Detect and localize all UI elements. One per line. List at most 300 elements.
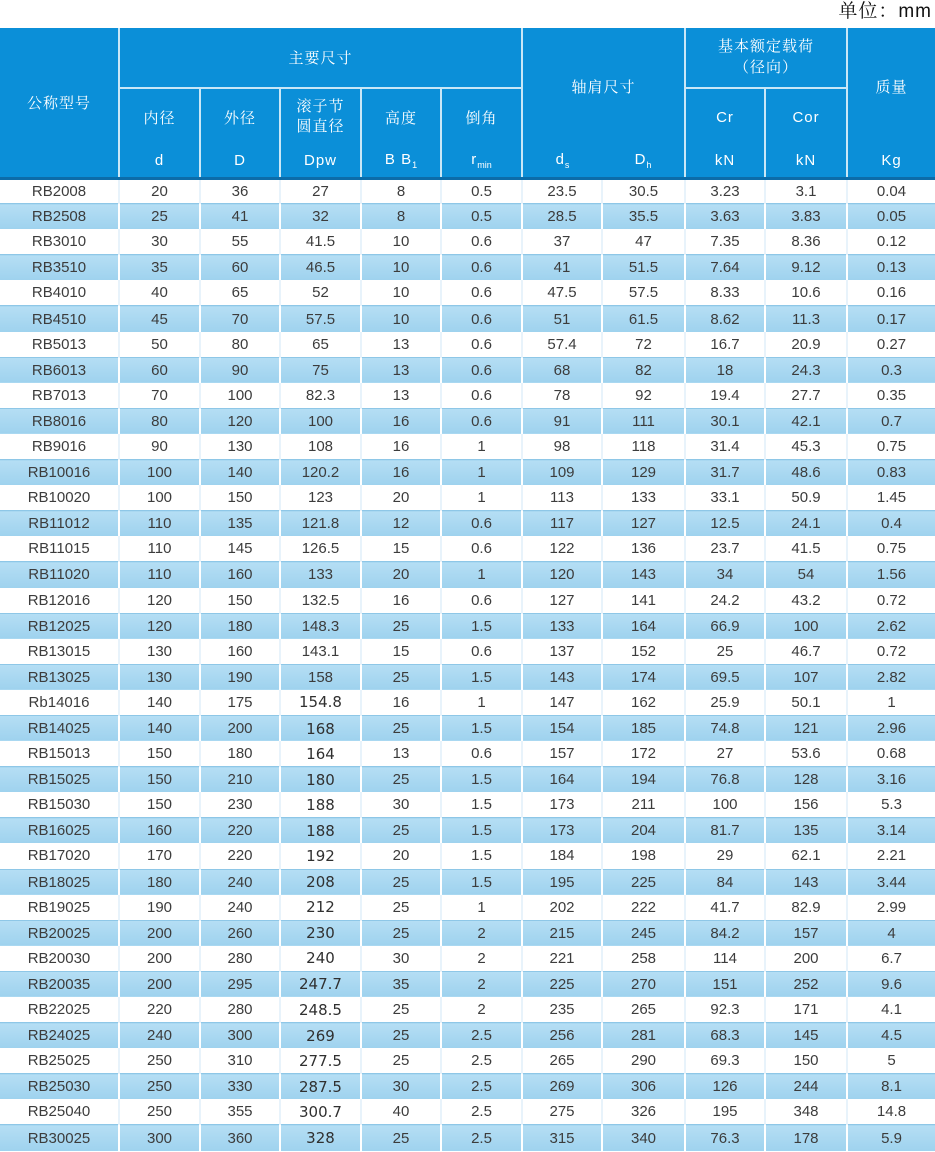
- value-cell: 148.3: [280, 613, 361, 639]
- value-cell: 126: [685, 1074, 765, 1100]
- header-cor: Cor: [765, 88, 847, 145]
- value-cell: 41.5: [765, 536, 847, 562]
- value-cell: 240: [200, 869, 280, 895]
- value-cell: 127: [522, 588, 602, 614]
- value-cell: 300.7: [280, 1099, 361, 1125]
- value-cell: 48.6: [765, 460, 847, 486]
- model-cell: RB15025: [0, 767, 119, 793]
- value-cell: 135: [765, 818, 847, 844]
- value-cell: 100: [280, 408, 361, 434]
- value-cell: 0.17: [847, 306, 935, 332]
- value-cell: 16: [361, 408, 441, 434]
- table-row: [0, 613, 935, 639]
- header-outer-diameter: 外径: [200, 88, 280, 145]
- value-cell: 52: [280, 280, 361, 306]
- value-cell: 194: [602, 767, 685, 793]
- header-height: 高度: [361, 88, 441, 145]
- value-cell: 68.3: [685, 1023, 765, 1049]
- value-cell: 0.75: [847, 536, 935, 562]
- value-cell: 45: [119, 306, 200, 332]
- value-cell: 1.5: [441, 792, 522, 818]
- value-cell: 151: [685, 971, 765, 997]
- value-cell: 147: [522, 690, 602, 716]
- header-rated-load-line1: 基本额定载荷: [718, 38, 815, 56]
- value-cell: 129: [602, 460, 685, 486]
- value-cell: 240: [280, 946, 361, 972]
- table-row: [0, 946, 935, 972]
- value-cell: 348: [765, 1099, 847, 1125]
- value-cell: 69.3: [685, 1048, 765, 1074]
- value-cell: 250: [119, 1074, 200, 1100]
- value-cell: 310: [200, 1048, 280, 1074]
- value-cell: 360: [200, 1125, 280, 1151]
- value-cell: 50.9: [765, 485, 847, 511]
- value-cell: 110: [119, 536, 200, 562]
- value-cell: 74.8: [685, 715, 765, 741]
- value-cell: 2.99: [847, 895, 935, 921]
- value-cell: 53.6: [765, 741, 847, 767]
- value-cell: 123: [280, 485, 361, 511]
- model-cell: RB13015: [27, 642, 91, 660]
- value-cell: 76.3: [685, 1125, 765, 1151]
- value-cell: 30: [361, 792, 441, 818]
- value-cell: 30: [119, 229, 200, 255]
- model-cell: RB18025: [0, 869, 119, 895]
- value-cell: 0.6: [441, 588, 522, 614]
- value-cell: 326: [602, 1099, 685, 1125]
- value-cell: 1: [441, 485, 522, 511]
- value-cell: 100: [119, 485, 200, 511]
- value-cell: 265: [602, 997, 685, 1023]
- value-cell: 160: [119, 818, 200, 844]
- value-cell: 24.3: [765, 357, 847, 383]
- header-sym-ds: $d_s$: [522, 145, 602, 178]
- model-cell: RB5013: [31, 335, 87, 353]
- value-cell: 5.9: [847, 1125, 935, 1151]
- value-cell: 72: [602, 332, 685, 358]
- value-cell: 143: [765, 869, 847, 895]
- value-cell: 40: [361, 1099, 441, 1125]
- header-sym-Dh: $D_h$: [602, 145, 685, 178]
- value-cell: 2: [441, 997, 522, 1023]
- model-cell: RB15013: [27, 745, 91, 763]
- value-cell: 2.96: [847, 715, 935, 741]
- value-cell: 120: [522, 562, 602, 588]
- value-cell: 68: [522, 357, 602, 383]
- value-cell: 0.4: [847, 511, 935, 537]
- value-cell: 141: [602, 588, 685, 614]
- value-cell: 132.5: [280, 588, 361, 614]
- model-cell: RB20030: [27, 949, 91, 967]
- table-row: [0, 920, 935, 946]
- table-row: [0, 843, 935, 869]
- value-cell: 13: [361, 332, 441, 358]
- value-cell: 2.21: [847, 843, 935, 869]
- value-cell: 244: [765, 1074, 847, 1100]
- value-cell: 29: [685, 843, 765, 869]
- value-cell: 41: [200, 204, 280, 230]
- value-cell: 9.6: [847, 971, 935, 997]
- value-cell: 10: [361, 280, 441, 306]
- value-cell: 174: [602, 664, 685, 690]
- value-cell: 92.3: [685, 997, 765, 1023]
- value-cell: 13: [361, 357, 441, 383]
- value-cell: 31.7: [685, 460, 765, 486]
- value-cell: 248.5: [280, 997, 361, 1023]
- model-cell: RB13025: [0, 664, 119, 690]
- value-cell: 66.9: [685, 613, 765, 639]
- value-cell: 184: [522, 843, 602, 869]
- value-cell: 145: [200, 536, 280, 562]
- header-cr-unit: kN: [685, 145, 765, 178]
- value-cell: 110: [119, 511, 200, 537]
- value-cell: 14.8: [847, 1099, 935, 1125]
- value-cell: 1: [441, 460, 522, 486]
- value-cell: 12.5: [685, 511, 765, 537]
- value-cell: 143.1: [280, 639, 361, 665]
- table-row: [0, 408, 935, 434]
- value-cell: 35.5: [602, 204, 685, 230]
- value-cell: 158: [280, 664, 361, 690]
- value-cell: 1.5: [441, 715, 522, 741]
- value-cell: 280: [200, 946, 280, 972]
- value-cell: 0.6: [441, 408, 522, 434]
- header-main-dims: 主要尺寸: [119, 28, 522, 88]
- value-cell: 2.82: [847, 664, 935, 690]
- value-cell: 82.3: [280, 383, 361, 409]
- model-cell: RB20035: [0, 971, 119, 997]
- value-cell: 46.7: [765, 639, 847, 665]
- value-cell: 3.63: [685, 204, 765, 230]
- value-cell: 60: [200, 255, 280, 281]
- value-cell: 258: [602, 946, 685, 972]
- value-cell: 65: [200, 280, 280, 306]
- value-cell: 145: [765, 1023, 847, 1049]
- value-cell: 208: [280, 869, 361, 895]
- value-cell: 202: [522, 895, 602, 921]
- value-cell: 160: [200, 562, 280, 588]
- value-cell: 136: [602, 536, 685, 562]
- value-cell: 25: [361, 715, 441, 741]
- table-row: [0, 178, 935, 204]
- value-cell: 82: [602, 357, 685, 383]
- value-cell: 30.1: [685, 408, 765, 434]
- value-cell: 20: [361, 843, 441, 869]
- value-cell: 41.5: [280, 229, 361, 255]
- value-cell: 81.7: [685, 818, 765, 844]
- value-cell: 156: [765, 792, 847, 818]
- model-cell: RB3510: [0, 255, 119, 281]
- value-cell: 84: [685, 869, 765, 895]
- value-cell: 300: [200, 1023, 280, 1049]
- value-cell: 0.72: [847, 639, 935, 665]
- value-cell: 121: [765, 715, 847, 741]
- model-cell: RB2508: [0, 204, 119, 230]
- value-cell: 16: [361, 460, 441, 486]
- value-cell: 240: [200, 895, 280, 921]
- value-cell: 265: [522, 1048, 602, 1074]
- header-sym-D: D: [200, 145, 280, 178]
- value-cell: 0.75: [847, 434, 935, 460]
- value-cell: 23.7: [685, 536, 765, 562]
- value-cell: 35: [361, 971, 441, 997]
- table-row: [0, 485, 935, 511]
- value-cell: 2.5: [441, 1023, 522, 1049]
- model-cell: RB25025: [27, 1052, 91, 1070]
- value-cell: 9.12: [765, 255, 847, 281]
- value-cell: 60: [119, 357, 200, 383]
- table-row: [0, 588, 935, 614]
- value-cell: 80: [200, 332, 280, 358]
- value-cell: 2.5: [441, 1099, 522, 1125]
- value-cell: 16: [361, 690, 441, 716]
- value-cell: 0.6: [441, 280, 522, 306]
- model-cell: RB2008: [31, 182, 87, 200]
- model-cell: RB10020: [27, 489, 91, 507]
- value-cell: 328: [280, 1125, 361, 1151]
- value-cell: 0.6: [441, 639, 522, 665]
- value-cell: 192: [280, 843, 361, 869]
- value-cell: 55: [200, 229, 280, 255]
- model-cell: RB11020: [0, 562, 119, 588]
- table-row: [0, 536, 935, 562]
- model-cell: RB6013: [0, 357, 119, 383]
- value-cell: 30: [361, 946, 441, 972]
- value-cell: 25: [361, 869, 441, 895]
- value-cell: 70: [200, 306, 280, 332]
- value-cell: 37: [522, 229, 602, 255]
- value-cell: 8: [361, 178, 441, 204]
- value-cell: 225: [602, 869, 685, 895]
- model-cell: Rb14016: [28, 693, 90, 711]
- value-cell: 180: [200, 741, 280, 767]
- value-cell: 290: [602, 1048, 685, 1074]
- value-cell: 4.5: [847, 1023, 935, 1049]
- value-cell: 260: [200, 920, 280, 946]
- model-cell: RB24025: [0, 1023, 119, 1049]
- value-cell: 121.8: [280, 511, 361, 537]
- value-cell: 250: [119, 1099, 200, 1125]
- value-cell: 23.5: [522, 178, 602, 204]
- value-cell: 13: [361, 383, 441, 409]
- value-cell: 222: [602, 895, 685, 921]
- value-cell: 20: [361, 485, 441, 511]
- value-cell: 143: [522, 664, 602, 690]
- value-cell: 0.6: [441, 536, 522, 562]
- value-cell: 51.5: [602, 255, 685, 281]
- value-cell: 200: [119, 971, 200, 997]
- value-cell: 114: [685, 946, 765, 972]
- value-cell: 140: [119, 715, 200, 741]
- value-cell: 150: [200, 485, 280, 511]
- value-cell: 200: [119, 946, 200, 972]
- value-cell: 25: [685, 639, 765, 665]
- header-roller-line1: 滚子节: [296, 97, 345, 115]
- value-cell: 235: [522, 997, 602, 1023]
- model-cell: RB22025: [27, 1001, 91, 1019]
- value-cell: 25: [361, 1023, 441, 1049]
- value-cell: 270: [602, 971, 685, 997]
- value-cell: 10.6: [765, 280, 847, 306]
- value-cell: 0.6: [441, 741, 522, 767]
- value-cell: 126.5: [280, 536, 361, 562]
- table-row: [0, 767, 935, 793]
- value-cell: 178: [765, 1125, 847, 1151]
- value-cell: 3.14: [847, 818, 935, 844]
- value-cell: 225: [522, 971, 602, 997]
- value-cell: 130: [119, 664, 200, 690]
- value-cell: 0.6: [441, 306, 522, 332]
- value-cell: 91: [522, 408, 602, 434]
- value-cell: 24.2: [685, 588, 765, 614]
- header-cr: Cr: [685, 88, 765, 145]
- value-cell: 0.6: [441, 357, 522, 383]
- value-cell: 100: [119, 460, 200, 486]
- value-cell: 47: [602, 229, 685, 255]
- table-row: [0, 255, 935, 281]
- model-cell: RB4010: [31, 284, 87, 302]
- table-row: [0, 204, 935, 230]
- value-cell: 8.36: [765, 229, 847, 255]
- header-roller-pitch-diameter: [280, 88, 361, 145]
- header-sym-B: B $B_1$: [361, 145, 441, 178]
- table-row: [0, 997, 935, 1023]
- value-cell: 198: [602, 843, 685, 869]
- value-cell: 306: [602, 1074, 685, 1100]
- value-cell: 200: [200, 715, 280, 741]
- table-row: [0, 511, 935, 537]
- value-cell: 150: [119, 741, 200, 767]
- value-cell: 75: [280, 357, 361, 383]
- value-cell: 31.4: [685, 434, 765, 460]
- table-row: [0, 971, 935, 997]
- value-cell: 1.56: [847, 562, 935, 588]
- value-cell: 50.1: [765, 690, 847, 716]
- value-cell: 130: [119, 639, 200, 665]
- value-cell: 157: [522, 741, 602, 767]
- value-cell: 190: [119, 895, 200, 921]
- model-cell: RB25030: [0, 1074, 119, 1100]
- table-row: [0, 357, 935, 383]
- value-cell: 120.2: [280, 460, 361, 486]
- value-cell: 0.13: [847, 255, 935, 281]
- value-cell: 0.6: [441, 383, 522, 409]
- value-cell: 8: [361, 204, 441, 230]
- unit-label: 单位：mm: [838, 1, 932, 22]
- model-cell: RB17020: [27, 847, 91, 865]
- value-cell: 269: [280, 1023, 361, 1049]
- model-cell: RB7013: [31, 386, 87, 404]
- value-cell: 13: [361, 741, 441, 767]
- table-body: [0, 178, 935, 1151]
- value-cell: 180: [119, 869, 200, 895]
- value-cell: 7.35: [685, 229, 765, 255]
- header-inner-diameter: 内径: [119, 88, 200, 145]
- unit-bar: [0, 0, 935, 28]
- value-cell: 1.5: [441, 843, 522, 869]
- value-cell: 2.62: [847, 613, 935, 639]
- value-cell: 10: [361, 255, 441, 281]
- value-cell: 0.6: [441, 511, 522, 537]
- value-cell: 20: [361, 562, 441, 588]
- table-row: [0, 1023, 935, 1049]
- value-cell: 188: [280, 792, 361, 818]
- value-cell: 2: [441, 971, 522, 997]
- model-cell: RB14025: [0, 715, 119, 741]
- table-row: [0, 715, 935, 741]
- header-sym-rmin: $r_{min}$: [441, 145, 522, 178]
- value-cell: 188: [280, 818, 361, 844]
- value-cell: 204: [602, 818, 685, 844]
- value-cell: 50: [119, 332, 200, 358]
- table-row: [0, 306, 935, 332]
- value-cell: 277.5: [280, 1048, 361, 1074]
- value-cell: 5.3: [847, 792, 935, 818]
- value-cell: 61.5: [602, 306, 685, 332]
- value-cell: 36: [200, 178, 280, 204]
- value-cell: 157: [765, 920, 847, 946]
- bearing-spec-table: [0, 28, 935, 1151]
- value-cell: 160: [200, 639, 280, 665]
- value-cell: 154.8: [280, 690, 361, 716]
- header-sym-Dpw: Dpw: [280, 145, 361, 178]
- value-cell: 25: [119, 204, 200, 230]
- value-cell: 118: [602, 434, 685, 460]
- value-cell: 51: [522, 306, 602, 332]
- value-cell: 57.4: [522, 332, 602, 358]
- value-cell: 140: [119, 690, 200, 716]
- value-cell: 330: [200, 1074, 280, 1100]
- value-cell: 100: [685, 792, 765, 818]
- value-cell: 1: [847, 690, 935, 716]
- value-cell: 113: [522, 485, 602, 511]
- value-cell: 30.5: [602, 178, 685, 204]
- value-cell: 98: [522, 434, 602, 460]
- value-cell: 150: [119, 792, 200, 818]
- value-cell: 34: [685, 562, 765, 588]
- value-cell: 281: [602, 1023, 685, 1049]
- value-cell: 200: [765, 946, 847, 972]
- value-cell: 185: [602, 715, 685, 741]
- value-cell: 32: [280, 204, 361, 230]
- model-cell: RB11012: [0, 511, 119, 537]
- value-cell: 27: [280, 178, 361, 204]
- value-cell: 122: [522, 536, 602, 562]
- value-cell: 220: [200, 843, 280, 869]
- value-cell: 20.9: [765, 332, 847, 358]
- value-cell: 0.35: [847, 383, 935, 409]
- value-cell: 1: [441, 690, 522, 716]
- header-rated-load-line2: （径向）: [734, 58, 799, 76]
- value-cell: 2.5: [441, 1125, 522, 1151]
- value-cell: 120: [119, 613, 200, 639]
- value-cell: 16: [361, 588, 441, 614]
- value-cell: 4: [847, 920, 935, 946]
- value-cell: 25: [361, 895, 441, 921]
- table-row: [0, 229, 935, 255]
- value-cell: 0.04: [847, 178, 935, 204]
- value-cell: 109: [522, 460, 602, 486]
- value-cell: 25: [361, 664, 441, 690]
- value-cell: 117: [522, 511, 602, 537]
- value-cell: 1: [441, 434, 522, 460]
- table-row: [0, 332, 935, 358]
- model-cell: RB20025: [0, 920, 119, 946]
- value-cell: 80: [119, 408, 200, 434]
- value-cell: 280: [200, 997, 280, 1023]
- value-cell: 82.9: [765, 895, 847, 921]
- model-cell: RB12016: [27, 591, 91, 609]
